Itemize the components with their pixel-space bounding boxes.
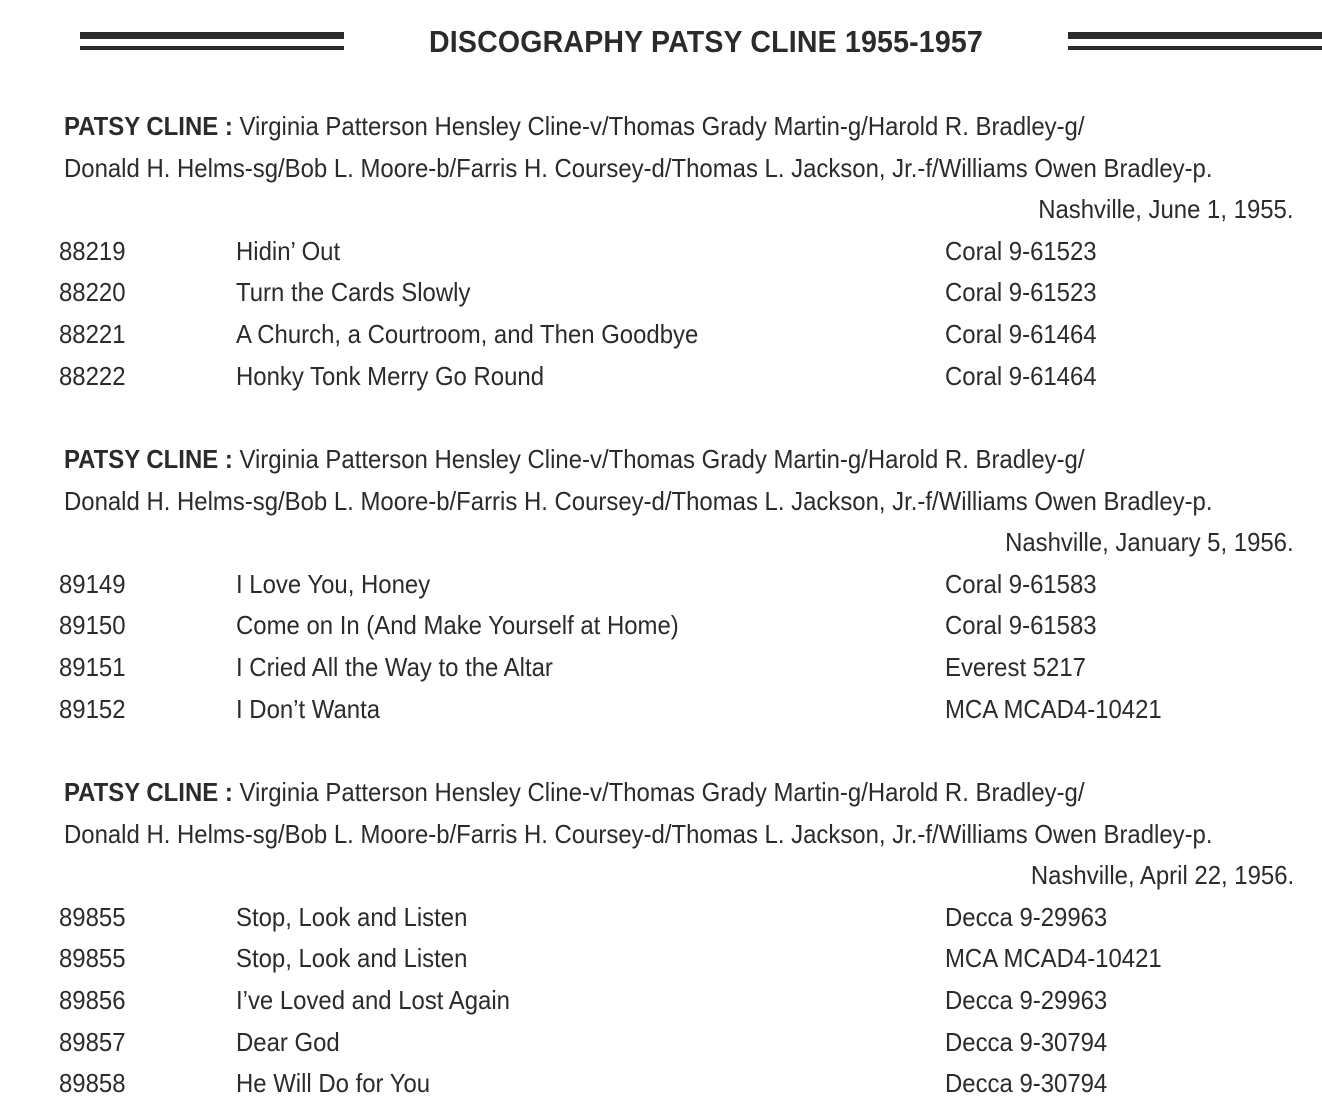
artist-name: PATSY CLINE : bbox=[64, 111, 233, 141]
decorative-rule-left bbox=[80, 32, 344, 56]
release-label: Decca 9-29963 bbox=[945, 984, 1108, 1015]
matrix-number: 88221 bbox=[59, 318, 126, 349]
decorative-rule-right bbox=[1068, 32, 1322, 56]
matrix-number: 88219 bbox=[59, 235, 126, 266]
release-label: Coral 9-61583 bbox=[945, 568, 1097, 599]
personnel-line-2: Donald H. Helms-sg/Bob L. Moore-b/Farris H. Coursey-d/Thomas L. Jackson, Jr.-f/Williams Owen Bradley-p. bbox=[64, 485, 1213, 516]
track-row bbox=[0, 564, 1322, 606]
personnel-line-2: Donald H. Helms-sg/Bob L. Moore-b/Farris H. Coursey-d/Thomas L. Jackson, Jr.-f/Williams Owen Bradley-p. bbox=[64, 152, 1213, 183]
matrix-number: 89150 bbox=[59, 610, 126, 641]
matrix-number: 88222 bbox=[59, 360, 126, 391]
song-title: Hidin’ Out bbox=[236, 235, 341, 266]
song-title: I Love You, Honey bbox=[236, 568, 431, 599]
matrix-number: 89858 bbox=[59, 1068, 126, 1099]
track-row bbox=[0, 1022, 1322, 1064]
song-title: Stop, Look and Listen bbox=[236, 901, 468, 932]
release-label: Coral 9-61464 bbox=[945, 360, 1097, 391]
personnel-line-1 bbox=[5, 106, 1221, 148]
release-label: Everest 5217 bbox=[945, 651, 1086, 682]
personnel-text: Virginia Patterson Hensley Cline-v/Thomas Grady Martin-g/Harold R. Bradley-g/ bbox=[239, 444, 1085, 474]
song-title: Honky Tonk Merry Go Round bbox=[236, 360, 544, 391]
song-title: Stop, Look and Listen bbox=[236, 943, 468, 974]
track-row bbox=[0, 938, 1322, 980]
matrix-number: 89149 bbox=[59, 568, 126, 599]
matrix-number: 89855 bbox=[59, 901, 126, 932]
song-title: I Don’t Wanta bbox=[236, 693, 381, 724]
matrix-number: 88220 bbox=[59, 277, 126, 308]
personnel-text: Virginia Patterson Hensley Cline-v/Thomas Grady Martin-g/Harold R. Bradley-g/ bbox=[239, 777, 1085, 807]
release-label: Coral 9-61523 bbox=[945, 235, 1097, 266]
release-label: MCA MCAD4-10421 bbox=[945, 693, 1162, 724]
release-label: Decca 9-30794 bbox=[945, 1026, 1108, 1057]
personnel-text: Virginia Patterson Hensley Cline-v/Thomas Grady Martin-g/Harold R. Bradley-g/ bbox=[239, 111, 1085, 141]
release-label: Decca 9-30794 bbox=[945, 1068, 1108, 1099]
song-title: A Church, a Courtroom, and Then Goodbye bbox=[236, 318, 699, 349]
matrix-number: 89856 bbox=[59, 984, 126, 1015]
personnel-line-2: Donald H. Helms-sg/Bob L. Moore-b/Farris H. Coursey-d/Thomas L. Jackson, Jr.-f/Williams Owen Bradley-p. bbox=[64, 818, 1213, 849]
song-title: He Will Do for You bbox=[236, 1068, 431, 1099]
track-row bbox=[0, 689, 1322, 731]
song-title: Come on In (And Make Yourself at Home) bbox=[236, 610, 679, 641]
release-label: Coral 9-61523 bbox=[945, 277, 1097, 308]
page-title: DISCOGRAPHY PATSY CLINE 1955-1957 bbox=[429, 24, 983, 59]
song-title: Turn the Cards Slowly bbox=[236, 277, 471, 308]
artist-name: PATSY CLINE : bbox=[64, 777, 233, 807]
matrix-number: 89857 bbox=[59, 1026, 126, 1057]
release-label: Coral 9-61583 bbox=[945, 610, 1097, 641]
song-title: I Cried All the Way to the Altar bbox=[236, 651, 553, 682]
track-row bbox=[0, 272, 1322, 314]
personnel-line-1 bbox=[5, 439, 1221, 481]
song-title: I’ve Loved and Lost Again bbox=[236, 984, 510, 1015]
personnel-line-1 bbox=[5, 772, 1221, 814]
session-place-date: Nashville, January 5, 1956. bbox=[1005, 527, 1294, 558]
song-title: Dear God bbox=[236, 1026, 340, 1057]
release-label: Decca 9-29963 bbox=[945, 901, 1108, 932]
release-label: MCA MCAD4-10421 bbox=[945, 943, 1162, 974]
session-1956-04-22 bbox=[0, 772, 1322, 1105]
artist-name: PATSY CLINE : bbox=[64, 444, 233, 474]
session-place-date: Nashville, June 1, 1955. bbox=[1038, 194, 1294, 225]
matrix-number: 89152 bbox=[59, 693, 126, 724]
track-row bbox=[0, 1063, 1322, 1105]
session-1955-06-01 bbox=[0, 106, 1322, 397]
release-label: Coral 9-61464 bbox=[945, 318, 1097, 349]
track-row bbox=[0, 647, 1322, 689]
matrix-number: 89151 bbox=[59, 651, 126, 682]
session-place-date: Nashville, April 22, 1956. bbox=[1030, 860, 1294, 891]
track-row bbox=[0, 231, 1322, 273]
track-row bbox=[0, 356, 1322, 398]
matrix-number: 89855 bbox=[59, 943, 126, 974]
track-row bbox=[0, 897, 1322, 939]
page-header bbox=[0, 10, 1322, 60]
track-row bbox=[0, 314, 1322, 356]
track-row bbox=[0, 980, 1322, 1022]
track-row bbox=[0, 605, 1322, 647]
session-1956-01-05 bbox=[0, 439, 1322, 730]
